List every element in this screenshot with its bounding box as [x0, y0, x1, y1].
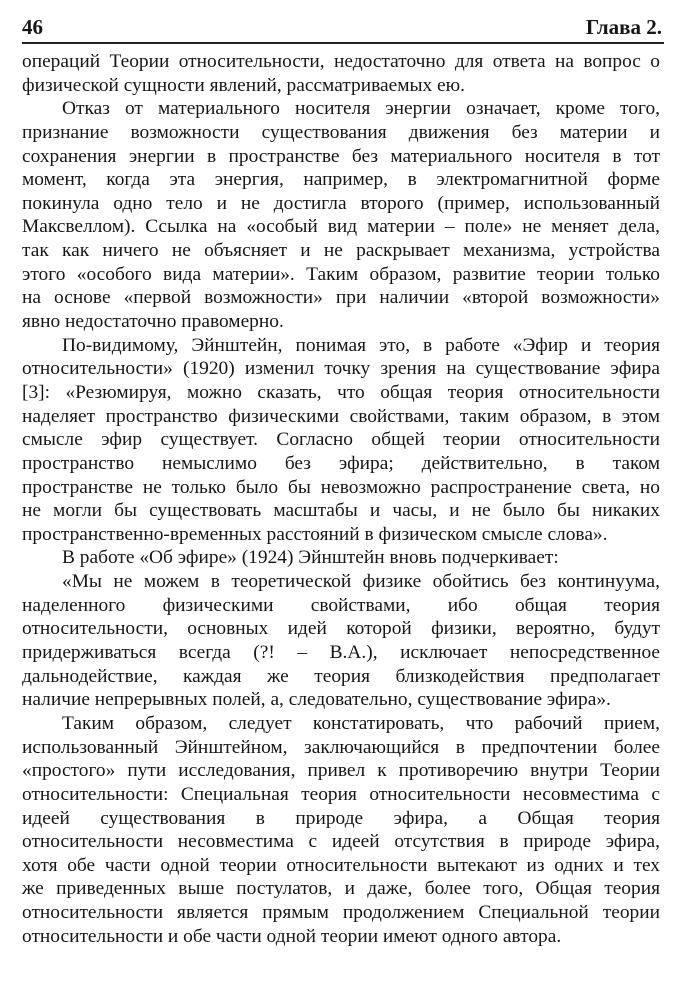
text-line: «простого» пути исследования, привел к противоречию внутри Теории: [22, 760, 660, 782]
text-line: пространстве не только было бы невозможно распространение света, но: [22, 476, 660, 498]
chapter-title: Глава 2.: [585, 15, 662, 39]
text-line: Максвеллом). Ссылка на «особый вид материи – поле» не меняет дела,: [22, 216, 660, 238]
text-line: использованный Эйнштейном, заключающийся в предпочтении более: [22, 736, 660, 758]
text-line: пространство немыслимо без эфира; действительно, в таком: [22, 452, 660, 474]
text-line: явно недостаточно правомерно.: [22, 311, 284, 333]
text-line: [3]: «Резюмируя, можно сказать, что общая теория относительности: [22, 381, 660, 403]
text-line: физической сущности явлений, рассматриваемых ею.: [22, 74, 465, 96]
text-line: пространственно-временных расстояний в физическом смысле слова».: [22, 523, 608, 545]
text-line: относительности» (1920) изменил точку зрения на существование эфира: [22, 358, 660, 380]
text-line: наделенного физическими свойствами, ибо общая теория: [22, 594, 660, 616]
text-line: относительности и обе части одной теории имеют одного автора.: [22, 925, 562, 947]
text-line: придерживаться всегда (?! – В.А.), исключает непосредственное: [22, 642, 660, 664]
text-line: наделяет пространство физическими свойствами, таким образом, в этом: [22, 405, 660, 427]
running-header: [22, 12, 664, 44]
text-line: момент, когда эта энергия, например, в электромагнитной форме: [22, 169, 660, 191]
text-line: идеей существования в природе эфира, а Общая теория: [22, 807, 660, 829]
text-line: операций Теории относительности, недостаточно для ответа на вопрос о: [22, 51, 660, 72]
text-line: Таким образом, следует констатировать, что рабочий прием,: [62, 712, 660, 734]
text-line: этого «особого вида материи». Таким образом, развитие теории только: [22, 263, 660, 285]
text-line: относительности: Специальная теория относительности несовместима с: [22, 783, 660, 805]
text-line: же приведенных выше постулатов, и даже, более того, Общая теория: [22, 878, 660, 900]
text-line: относительности, основных идей которой физики, вероятно, будут: [22, 618, 660, 640]
text-line: сохранения энергии в пространстве без материального носителя в тот: [22, 145, 660, 167]
text-line: относительности является прямым продолжением Специальной теории: [22, 902, 660, 924]
text-line: По-видимому, Эйнштейн, понимая это, в работе «Эфир и теория: [62, 334, 660, 356]
text-line: хотя обе части одной теории относительности вытекают из одних и тех: [22, 854, 660, 876]
text-line: В работе «Об эфире» (1924) Эйнштейн вновь подчеркивает:: [62, 547, 559, 569]
text-line: на основе «первой возможности» при наличии «второй возможности»: [22, 287, 660, 309]
text-line: наличие непрерывных полей, а, следовательно, существование эфира».: [22, 689, 611, 711]
text-line: относительности несовместима с идеей отсутствия в природе эфира,: [22, 831, 660, 853]
text-line: Отказ от материального носителя энергии означает, кроме того,: [62, 98, 660, 120]
text-line: смысле эфир существует. Согласно общей теории относительности: [22, 429, 660, 451]
page-number: 46: [22, 15, 43, 39]
text-line: покинула одно тело и не достигла второго (пример, использованный: [22, 192, 660, 214]
text-line: дальнодействие, каждая же теория близкодействия предполагает: [22, 665, 660, 687]
text-line: признание возможности существования движения без материи и: [22, 121, 660, 143]
page-body-text: [22, 50, 660, 948]
text-line: так как ничего не объясняет и не раскрывает механизма, устройства: [22, 240, 660, 262]
text-line: не могли бы существовать масштабы и часы, и не было бы никаких: [22, 500, 660, 522]
text-line: «Мы не можем в теоретической физике обойтись без континуума,: [62, 571, 660, 593]
